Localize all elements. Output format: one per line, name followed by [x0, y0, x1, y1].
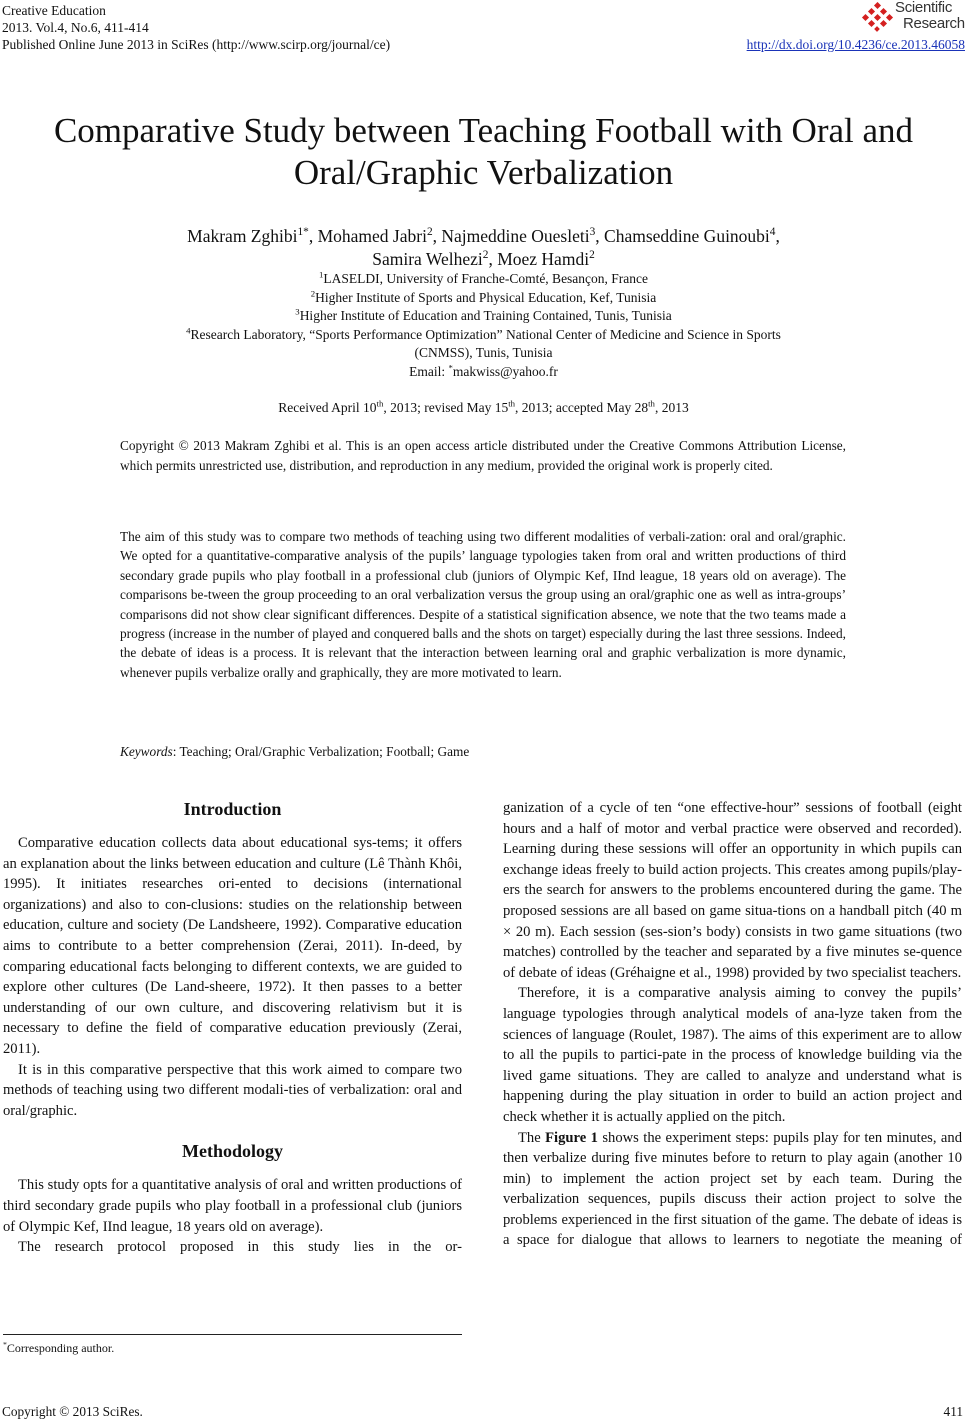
journal-name: Creative Education — [2, 3, 106, 18]
author-list — [0, 225, 967, 271]
running-header — [2, 2, 965, 53]
paper-title — [0, 110, 967, 194]
author-affil-sup: 3 — [589, 226, 596, 239]
paragraph: The research protocol proposed in this study lies in the or- — [18, 1239, 462, 1256]
copyright-notice: Copyright © 2013 Makram Zghibi et al. This is an open access article distributed under the Creative Commons Attribution License, which permits unrestricted use, distribution, and reproduction in any medium, provided the original work is properly cited. — [120, 438, 846, 473]
scientific-research-logo — [861, 0, 965, 36]
footnote: *Corresponding author. — [3, 1340, 115, 1355]
logo-text-scientific: Scientific — [895, 0, 953, 16]
author-name: Samira Welhezi — [372, 249, 483, 269]
affiliation-1: $^1$LASELDI, University of Franche-Comté, Besançon, France — [318, 269, 649, 286]
title-line-2: Oral/Graphic Verbalization — [293, 153, 674, 192]
author-name: , Mohamed Jabri — [308, 226, 427, 246]
publication-info: Published Online June 2013 in SciRes (http://www.scirp.org/journal/ce) — [2, 37, 391, 52]
logo-diamond-icon — [861, 2, 895, 32]
page-footer — [2, 1404, 963, 1420]
keywords-label: Keywords — [120, 744, 173, 759]
logo-text-research: Research — [903, 15, 965, 32]
author-affil-sup: 2 — [482, 249, 489, 262]
journal-volume: 2013. Vol.4, No.6, 411-414 — [2, 20, 149, 35]
footnote-divider — [3, 1334, 462, 1335]
section-heading-introduction: Introduction — [183, 799, 282, 819]
affiliation-2: $^2$Higher Institute of Sports and Physical Education, Kef, Tunisia — [310, 288, 657, 305]
page-number: 411 — [943, 1404, 963, 1419]
author-name: Makram Zghibi — [187, 226, 298, 246]
figure-reference[interactable]: Figure 1 — [545, 1129, 598, 1146]
paragraph: ganization of a cycle of ten “one effective-hour” sessions of football (eight hours and a half of motor and verbal practice were observed and recorded). Learning during these sessions will offer an opportunity in which pupils can exchange ideas freely to build action projects. This creates among pupils/play-ers the search for answers to the problems encountered during the game. The proposed sessions are all based on game situa-tions on a handball pitch (40 m × 20 m). Each session (ses-sion’s body) consists in two game situations (two matches) controlled by the teacher and separated by a five minutes se-quence of debate of ideas (Gréhaigne et al., 1998) provided by two specialist teachers. — [503, 800, 962, 981]
received-dates: Received April 10th, 2013; revised May 15th, 2013; accepted May 28th, 2013 — [278, 398, 689, 415]
author-name: , Najmeddine Ouesleti — [432, 226, 590, 246]
affiliations — [0, 270, 967, 381]
left-column — [3, 792, 462, 1258]
email-address[interactable]: makwiss@yahoo.fr — [452, 363, 558, 379]
paragraph: Therefore, it is a comparative analysis aiming to convey the pupils’ language typologies through analytical models of ana-lyze taken from the sciences of language (Roulet, 1987). The aims of this experiment are to allow to all the pupils to partici-pate in the process of knowledge building via the lived game situations. They are called to analyze and understand what is happening during the play situation in order to build an action project and check whether it is actually applied on the pitch. — [503, 985, 962, 1125]
paragraph: Comparative education collects data about educational sys-tems; it offers an explanation about the links between education and culture (Lê Thành Khôi, 1995). It initiates researches ori-ented to decisions (international organizations) and also to con-clusions: studies on the relationship between education, culture and society (De Landsheere, 1992). Comparative education aims to contribute to a better comprehension (Zerai, 2011). In-deed, by comparing educational facts belonging to different contexts, we are guided to explore other cultures (De Land-sheere, 1972). It then passes to a better understanding of our own culture, and discovering relativism but it is necessary to define the field of comparative education previously (Zerai, 2011). — [3, 835, 462, 1057]
author-affil-sup: 2 — [426, 226, 433, 239]
author-affil-sup: 4 — [769, 226, 776, 239]
author-separator: , — [775, 226, 780, 246]
author-name: , Chamseddine Guinoubi — [595, 226, 770, 246]
paragraph: The Figure 1 shows the experiment steps: pupils play for ten minutes, and then verbalize during five minutes before to return to play again (another 10 min) to implement the action project set by each team. During the verbalization sequences, pupils discuss their action project to solve the problems experienced in the first situation of the game. The debate of ideas is a space for dialogue that allows to learners to negotiate the meaning of — [503, 1129, 962, 1249]
keywords — [120, 744, 846, 760]
doi-link[interactable]: http://dx.doi.org/10.4236/ce.2013.46058 — [746, 37, 965, 52]
keywords-list: : Teaching; Oral/Graphic Verbalization; Football; Game — [172, 744, 470, 759]
author-affil-sup: 1* — [297, 226, 309, 239]
email-line: Email: *makwiss@yahoo.fr — [409, 362, 558, 379]
paragraph: This study opts for a quantitative analysis of oral and written productions of third secondary grade pupils who play football in a professional club (juniors of Olympic Kef, IInd league, 18 years old on average). — [3, 1177, 462, 1235]
author-affil-sup: 2 — [589, 249, 595, 262]
abstract: The aim of this study was to compare two methods of teaching using two different modalities of verbali-zation: oral and oral/graphic. We opted for a quantitative-comparative analysis of the pupils’ language typologies taken from oral and written productions of third secondary grade pupils who play football in a professional club (juniors of Olympic Kef, IInd league, 18 years old on average). The comparisons be-tween the group proceeding to an oral verbalization versus the group using an oral/graphic one as well as intra-groups’ comparisons did not show clear significant differences. Despite of a statistical signification absence, we note that the two teams made a progress (increase in the number of played and conquered balls and the shots on target) especially during the last three sessions. Indeed, the debate of ideas is a process. It is relevant that the interaction between learning oral and graphic verbalization is more dynamic, whenever pupils verbalize orally and graphically, they are more motivated to learn. — [120, 529, 846, 680]
affiliation-4-continued: (CNMSS), Tunis, Tunisia — [414, 345, 553, 360]
paragraph: It is in this comparative perspective that this work aimed to compare two methods of teaching using two different modali-ties of verbalization: oral and oral/graphic. — [3, 1061, 462, 1119]
affiliation-3: $^3$Higher Institute of Education and Training Contained, Tunis, Tunisia — [295, 306, 672, 323]
footer-copyright: Copyright © 2013 SciRes. — [2, 1404, 143, 1419]
title-line-1: Comparative Study between Teaching Football with Oral and — [53, 111, 914, 150]
section-heading-methodology: Methodology — [182, 1141, 283, 1162]
right-column — [503, 798, 962, 1251]
author-name: , Moez Hamdi — [488, 249, 590, 269]
affiliation-4: $^4$Research Laboratory, “Sports Performance Optimization” National Center of Medicine and Science in Sports — [186, 325, 781, 342]
